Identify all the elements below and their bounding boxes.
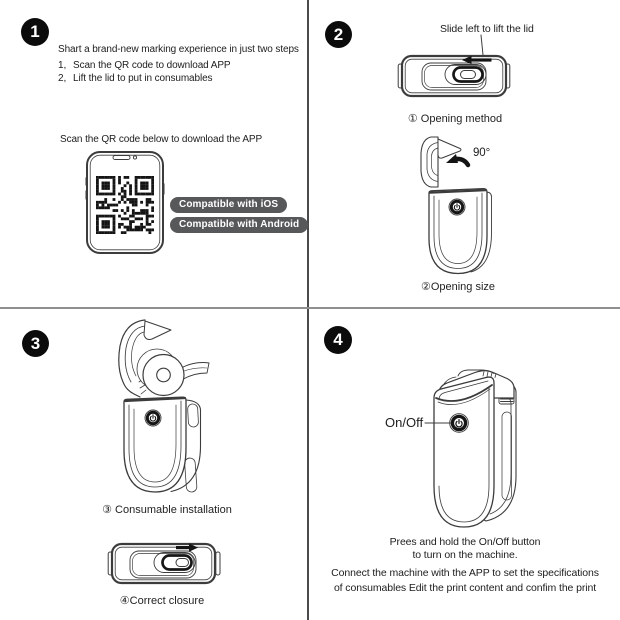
callout-leader-line xyxy=(481,35,483,55)
step-4-badge: 4 xyxy=(324,326,352,354)
connect-instruction-line1: Connect the machine with the APP to set the specifications xyxy=(331,567,599,579)
list-item-marker: 1, xyxy=(58,60,67,71)
rotate-arrow-icon xyxy=(446,154,458,163)
step-1-intro: Shart a brand-new marking experience in just two steps xyxy=(58,44,299,55)
power-instruction-line1: Prees and hold the On/Off button xyxy=(389,536,541,548)
printer-perspective-view xyxy=(434,370,516,527)
connect-instruction-line2: of consumables Edit the print content and confim the print xyxy=(333,582,597,594)
power-button-label: On/Off xyxy=(385,415,424,430)
horizontal-divider xyxy=(0,307,620,309)
printer-side xyxy=(480,374,516,521)
step-2-badge: 2 xyxy=(325,21,352,48)
lid-latch xyxy=(438,139,461,158)
phone-notch xyxy=(113,156,130,160)
open-lid xyxy=(421,137,438,187)
step-2-panel xyxy=(310,0,620,307)
phone-illustration xyxy=(85,150,165,255)
connect-instruction xyxy=(315,566,615,596)
slider-knob xyxy=(454,68,483,82)
printer-top-view-open xyxy=(398,56,510,96)
opening-method-caption: ① Opening method xyxy=(407,113,503,125)
qr-code xyxy=(96,176,154,234)
step-1-badge: 1 xyxy=(21,18,49,46)
slide-right-arrow-icon xyxy=(189,543,198,551)
printer-top-view-closed xyxy=(108,543,220,583)
compatibility-pills xyxy=(170,197,308,233)
opening-size-caption: ②Opening size xyxy=(420,281,496,293)
slide-callout: Slide left to lift the lid xyxy=(440,23,534,35)
ios-compatibility-pill: Compatible with iOS xyxy=(170,197,287,213)
step-3-illustrations xyxy=(0,310,308,620)
side-grip-hatch xyxy=(499,394,514,405)
step-3-badge: 3 xyxy=(22,330,49,357)
slider-track xyxy=(445,65,486,85)
step-1-list xyxy=(58,60,230,85)
angle-label: 90° xyxy=(473,147,491,159)
step-1-panel xyxy=(0,0,308,307)
paper-tail xyxy=(183,363,209,380)
power-button xyxy=(145,410,161,426)
android-compatibility-pill: Compatible with Android xyxy=(170,217,308,233)
qr-caption: Scan the QR code below to download the APP xyxy=(60,134,263,145)
power-instruction-line2: to turn on the machine. xyxy=(412,548,518,561)
step-2-illustrations xyxy=(310,0,620,307)
paper-roll xyxy=(143,355,184,396)
list-item xyxy=(58,73,230,86)
consumable-install-caption: ③ Consumable installation xyxy=(102,504,232,516)
slider-knob xyxy=(163,556,192,570)
list-item-text: Scan the QR code to download APP xyxy=(73,60,231,71)
correct-closure-caption: ④Correct closure xyxy=(119,595,205,607)
step-4-panel xyxy=(310,310,620,620)
printer-front xyxy=(434,377,494,527)
lid-latch xyxy=(144,321,171,340)
printer-roll-install-view xyxy=(119,320,209,492)
open-lid xyxy=(119,320,145,397)
list-item-marker: 2, xyxy=(58,72,67,84)
phone-camera-icon xyxy=(133,156,136,159)
power-button xyxy=(449,199,465,215)
step-3-panel xyxy=(0,310,308,620)
power-button xyxy=(450,414,469,433)
list-item-text: Lift the lid to put in consumables xyxy=(73,72,213,84)
power-instruction xyxy=(315,536,615,561)
slide-left-arrow-icon xyxy=(462,56,472,64)
slider-track xyxy=(154,553,195,573)
printer-body xyxy=(124,397,186,492)
list-item xyxy=(58,60,230,73)
printer-body xyxy=(429,189,487,274)
printer-top-cap xyxy=(438,371,514,398)
